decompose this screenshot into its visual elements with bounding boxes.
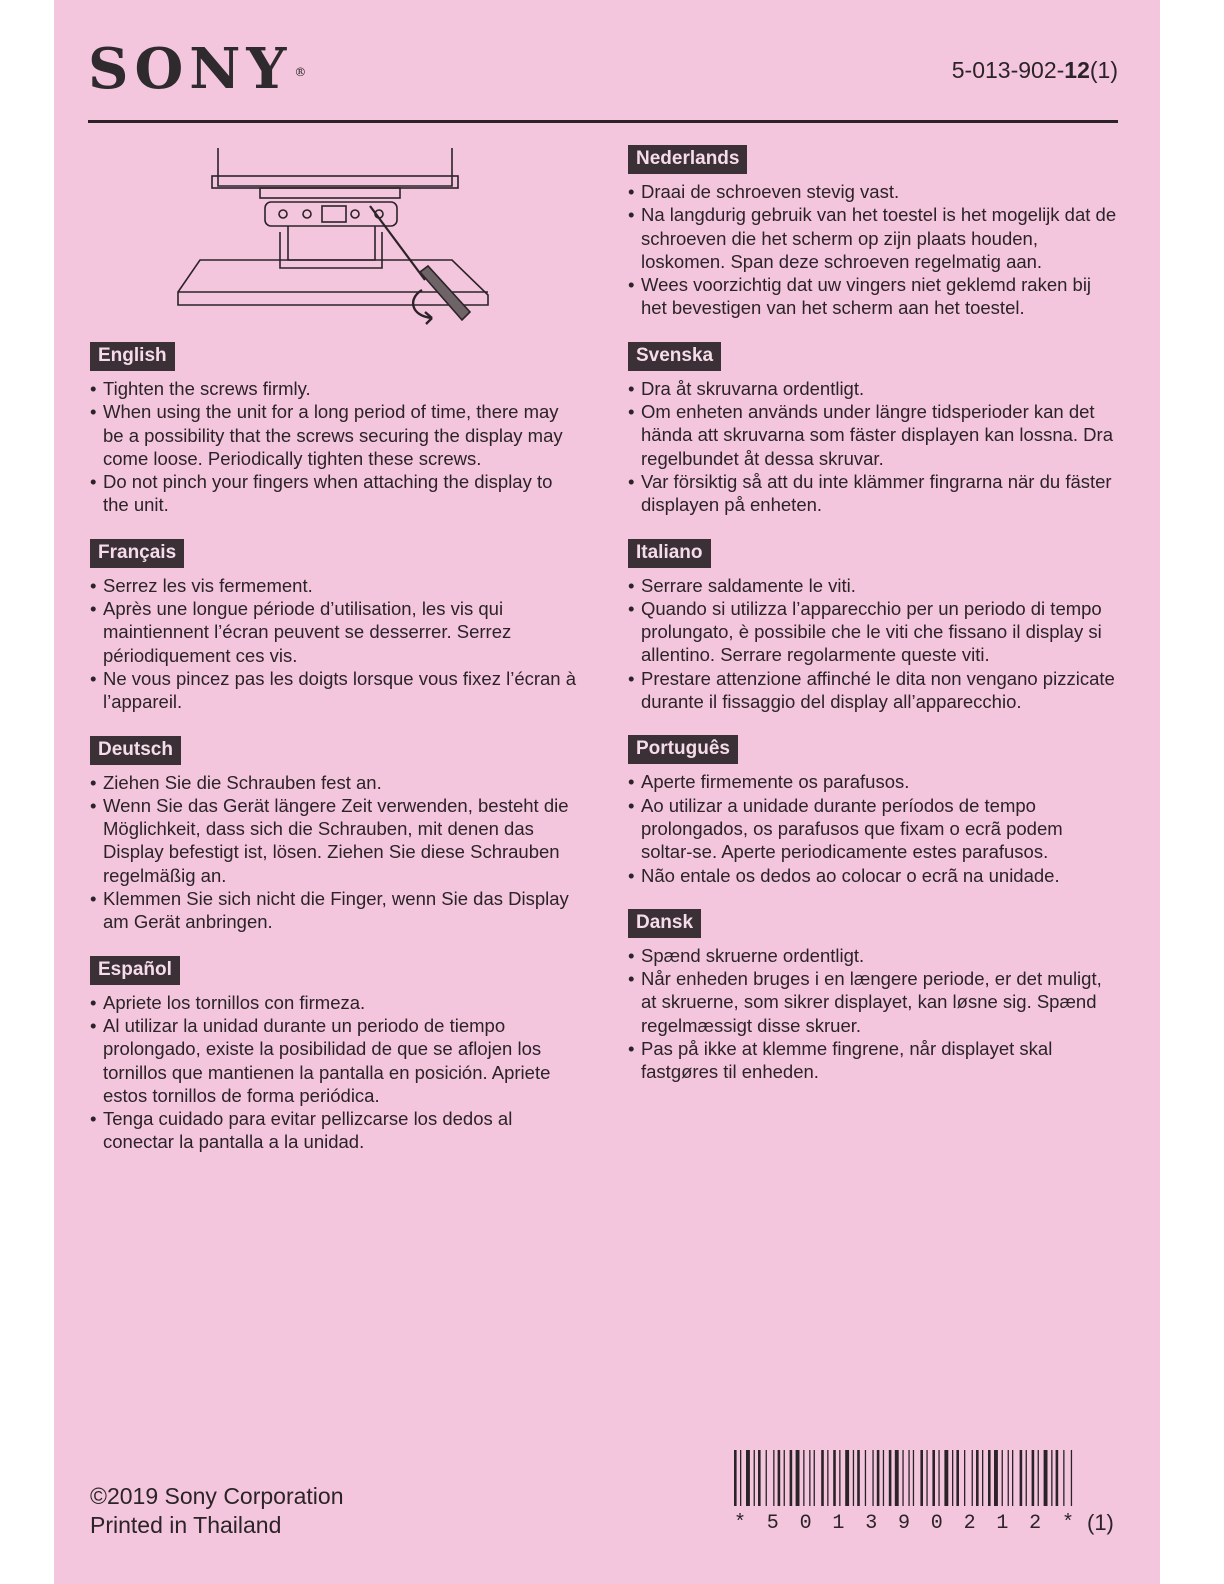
barcode-bar	[1026, 1450, 1027, 1506]
instruction-list	[628, 574, 1118, 714]
barcode-bar	[833, 1450, 836, 1506]
language-heading: Dansk	[628, 909, 701, 938]
barcode-bar	[1051, 1450, 1052, 1506]
instruction-item: • Wees voorzichtig dat uw vingers niet geklemd raken bij het bevestigen van het scherm aan het toestel.	[628, 273, 1118, 320]
header-divider	[88, 120, 1118, 123]
instruction-list	[628, 770, 1118, 886]
instruction-item: • Draai de schroeven stevig vast.	[628, 180, 1118, 203]
barcode-bar	[853, 1450, 854, 1506]
language-heading: Svenska	[628, 342, 721, 371]
instruction-item: • Apriete los tornillos con firmeza.	[90, 991, 580, 1014]
barcode-bar	[913, 1450, 914, 1506]
instruction-item: • Quando si utilizza l’apparecchio per un periodo di tempo prolungato, è possibile che le viti che fissano il display si allentino. Serrare regolarmente queste viti.	[628, 597, 1118, 667]
barcode-bar	[1032, 1450, 1035, 1506]
instruction-item: • Al utilizar la unidad durante un periodo de tiempo prolongado, existe la posibilidad de que se aflojen los tornillos que mantienen la pantalla en posición. Apriete estos tornillos de forma periódica.	[90, 1014, 580, 1107]
right-column	[628, 145, 1118, 1106]
barcode-bar	[827, 1450, 828, 1506]
instruction-list	[628, 180, 1118, 320]
barcode-bar	[1002, 1450, 1003, 1506]
barcode-bar	[1038, 1450, 1039, 1506]
barcode-bar	[956, 1450, 959, 1506]
left-column	[90, 342, 580, 1176]
language-heading: Deutsch	[90, 736, 181, 765]
barcode-digit: 2	[963, 1512, 976, 1535]
instruction-item: • Når enheden bruges i en længere periode, er det muligt, at skruerne, som sikrer displayet, kan løsne sig. Spænd regelmæssigt disse skruer.	[628, 967, 1118, 1037]
instruction-item: • Tighten the screws firmly.	[90, 377, 580, 400]
language-heading: Português	[628, 735, 738, 764]
instruction-item: • Ne vous pincez pas les doigts lorsque vous fixez l’écran à l’appareil.	[90, 667, 580, 714]
barcode-bar	[1044, 1450, 1048, 1506]
sony-logo: SONY ®	[88, 36, 307, 102]
instruction-item: • Serrez les vis fermement.	[90, 574, 580, 597]
barcode-bar	[746, 1450, 750, 1506]
instruction-item: • Wenn Sie das Gerät längere Zeit verwenden, besteht die Möglichkeit, dass sich die Schrauben, mit denen das Display befestigt ist, lösen. Ziehen Sie diese Schrauben regelmäßig an.	[90, 794, 580, 887]
instruction-list	[628, 377, 1118, 517]
copyright-text: ©2019 Sony Corporation	[90, 1483, 344, 1509]
barcode-bar	[758, 1450, 761, 1506]
barcode-bar	[944, 1450, 948, 1506]
barcode-bar	[784, 1450, 785, 1506]
barcode-digits	[734, 1512, 1074, 1535]
instruction-item: • Do not pinch your fingers when attaching the display to the unit.	[90, 470, 580, 517]
instruction-item: • Ao utilizar a unidade durante períodos de tempo prolongados, os parafusos que fixam o ecrã podem soltar-se. Aperte periodicamente estes parafusos.	[628, 794, 1118, 864]
barcode-bar	[857, 1450, 860, 1506]
instruction-item: • Tenga cuidado para evitar pellizcarse los dedos al conectar la pantalla a la unidad.	[90, 1107, 580, 1154]
section-français	[90, 539, 580, 714]
footer	[90, 1482, 344, 1540]
barcode-bar	[895, 1450, 899, 1506]
section-italiano	[628, 539, 1118, 714]
barcode-digit: 5	[766, 1512, 779, 1535]
barcode-bar	[778, 1450, 781, 1506]
instruction-item: • When using the unit for a long period of time, there may be a possibility that the screws securing the display may come loose. Periodically tighten these screws.	[90, 400, 580, 470]
barcode-bar	[1020, 1450, 1023, 1506]
language-heading: Español	[90, 956, 180, 985]
barcode-bar	[766, 1450, 767, 1506]
screw-tightening-illustration	[170, 140, 500, 330]
barcode-bar	[908, 1450, 909, 1506]
barcode-bar	[902, 1450, 903, 1506]
language-heading: Nederlands	[628, 145, 747, 174]
barcode-bar	[938, 1450, 939, 1506]
barcode	[732, 1450, 1078, 1506]
instruction-item: • Na langdurig gebruik van het toestel is het mogelijk dat de schroeven die het scherm op zijn plaats houden, loskomen. Span deze schroeven regelmatig aan.	[628, 203, 1118, 273]
barcode-bar	[803, 1450, 804, 1506]
barcode-bar	[920, 1450, 923, 1506]
instruction-list	[90, 771, 580, 934]
barcode-bar	[1056, 1450, 1059, 1506]
barcode-bar	[872, 1450, 873, 1506]
barcode-digit: *	[734, 1512, 747, 1535]
instruction-item: • Ziehen Sie die Schrauben fest an.	[90, 771, 580, 794]
barcode-bar	[1063, 1450, 1064, 1506]
document-number: 5-013-902-12(1)	[951, 57, 1118, 83]
barcode-bar	[814, 1450, 815, 1506]
barcode-bar	[821, 1450, 824, 1506]
language-heading: Français	[90, 539, 184, 568]
barcode-bar	[1008, 1450, 1009, 1506]
instruction-item: • Après une longue période d’utilisation, les vis qui maintiennent l’écran peuvent se desserrer. Serrez périodiquement ces vis.	[90, 597, 580, 667]
barcode-bar	[964, 1450, 965, 1506]
barcode-bar	[773, 1450, 774, 1506]
barcode-bar	[889, 1450, 892, 1506]
barcode-bar	[809, 1450, 810, 1506]
barcode-bar	[1012, 1450, 1013, 1506]
barcode-bar	[976, 1450, 979, 1506]
barcode-bar	[754, 1450, 755, 1506]
section-english	[90, 342, 580, 517]
barcode-bar	[994, 1450, 998, 1506]
barcode-digit: 0	[799, 1512, 812, 1535]
section-deutsch	[90, 736, 580, 934]
section-português	[628, 735, 1118, 886]
instruction-item: • Não entale os dedos ao colocar o ecrã na unidade.	[628, 864, 1118, 887]
instruction-item: • Pas på ikke at klemme fingrene, når displayet skal fastgøres til enheden.	[628, 1037, 1118, 1084]
registered-mark: ®	[294, 65, 307, 80]
barcode-digit: 1	[832, 1512, 845, 1535]
barcode-bar	[796, 1450, 800, 1506]
barcode-digit: 3	[865, 1512, 878, 1535]
barcode-digit: 0	[930, 1512, 943, 1535]
instruction-item: • Serrare saldamente le viti.	[628, 574, 1118, 597]
instruction-item: • Dra åt skruvarna ordentligt.	[628, 377, 1118, 400]
barcode-digit: 1	[996, 1512, 1009, 1535]
instruction-list	[628, 944, 1118, 1084]
barcode-bar	[932, 1450, 935, 1506]
barcode-bar	[734, 1450, 737, 1506]
instruction-item: • Prestare attenzione affinché le dita non vengano pizzicate durante il fissaggio del display all’apparecchio.	[628, 667, 1118, 714]
barcode-bar	[1071, 1450, 1072, 1506]
section-svenska	[628, 342, 1118, 517]
printed-in-text: Printed in Thailand	[90, 1512, 282, 1538]
language-heading: English	[90, 342, 175, 371]
instruction-item: • Spænd skruerne ordentligt.	[628, 944, 1118, 967]
barcode-bar	[740, 1450, 741, 1506]
instruction-item: • Om enheten används under längre tidsperioder kan det hända att skruvarna som fäster displayen kan lossna. Dra regelbundet åt dessa skruvar.	[628, 400, 1118, 470]
barcode-digit: 9	[897, 1512, 910, 1535]
instruction-list	[90, 574, 580, 714]
barcode-bar	[952, 1450, 953, 1506]
barcode-bar	[883, 1450, 884, 1506]
barcode-bar	[988, 1450, 991, 1506]
barcode-bar	[972, 1450, 973, 1506]
barcode-bar	[982, 1450, 983, 1506]
barcode-digit: 2	[1029, 1512, 1042, 1535]
language-heading: Italiano	[628, 539, 711, 568]
barcode-bar	[845, 1450, 849, 1506]
instruction-item: • Aperte firmemente os parafusos.	[628, 770, 1118, 793]
instruction-item: • Var försiktig så att du inte klämmer fingrarna när du fäster displayen på enheten.	[628, 470, 1118, 517]
barcode-bar	[865, 1450, 866, 1506]
barcode-bar	[839, 1450, 840, 1506]
barcode-bar	[790, 1450, 793, 1506]
instruction-item: • Klemmen Sie sich nicht die Finger, wenn Sie das Display am Gerät anbringen.	[90, 887, 580, 934]
barcode-bar	[877, 1450, 880, 1506]
barcode-bar	[926, 1450, 927, 1506]
section-nederlands	[628, 145, 1118, 320]
instruction-list	[90, 377, 580, 517]
section-dansk	[628, 909, 1118, 1084]
instruction-list	[90, 991, 580, 1154]
barcode-digit: *	[1061, 1512, 1074, 1535]
barcode-suffix: (1)	[1087, 1510, 1114, 1535]
section-español	[90, 956, 580, 1154]
